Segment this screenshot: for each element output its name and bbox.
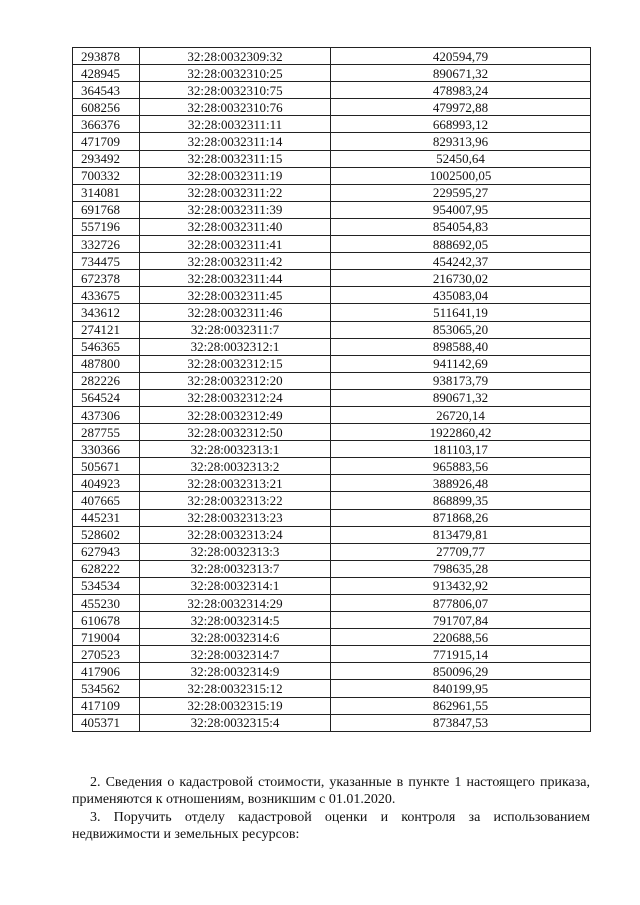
cadastral-number-cell: 32:28:0032311:19 bbox=[140, 167, 331, 184]
row-id-cell: 437306 bbox=[73, 406, 140, 423]
row-id-cell: 445231 bbox=[73, 509, 140, 526]
cadastral-value-cell: 798635,28 bbox=[331, 560, 591, 577]
row-id-cell: 428945 bbox=[73, 65, 140, 82]
cadastral-number-cell: 32:28:0032313:23 bbox=[140, 509, 331, 526]
table-row bbox=[73, 595, 591, 612]
table-row bbox=[73, 116, 591, 133]
cadastral-value-cell: 388926,48 bbox=[331, 475, 591, 492]
table-row bbox=[73, 48, 591, 65]
table-row bbox=[73, 133, 591, 150]
cadastral-number-cell: 32:28:0032313:22 bbox=[140, 492, 331, 509]
cadastral-number-cell: 32:28:0032311:45 bbox=[140, 287, 331, 304]
cadastral-number-cell: 32:28:0032314:5 bbox=[140, 612, 331, 629]
cadastral-value-cell: 829313,96 bbox=[331, 133, 591, 150]
row-id-cell: 672378 bbox=[73, 270, 140, 287]
table-row bbox=[73, 560, 591, 577]
row-id-cell: 404923 bbox=[73, 475, 140, 492]
cadastral-value-cell: 1922860,42 bbox=[331, 424, 591, 441]
cadastral-number-cell: 32:28:0032314:6 bbox=[140, 629, 331, 646]
row-id-cell: 293492 bbox=[73, 150, 140, 167]
cadastral-number-cell: 32:28:0032314:7 bbox=[140, 646, 331, 663]
table-row bbox=[73, 441, 591, 458]
cadastral-number-cell: 32:28:0032313:3 bbox=[140, 543, 331, 560]
cadastral-number-cell: 32:28:0032315:4 bbox=[140, 714, 331, 731]
cadastral-number-cell: 32:28:0032313:1 bbox=[140, 441, 331, 458]
cadastral-number-cell: 32:28:0032314:1 bbox=[140, 577, 331, 594]
cadastral-value-cell: 26720,14 bbox=[331, 406, 591, 423]
table-row bbox=[73, 99, 591, 116]
cadastral-value-cell: 877806,07 bbox=[331, 595, 591, 612]
table-row bbox=[73, 321, 591, 338]
cadastral-value-cell: 511641,19 bbox=[331, 304, 591, 321]
row-id-cell: 274121 bbox=[73, 321, 140, 338]
cadastral-value-cell: 898588,40 bbox=[331, 338, 591, 355]
row-id-cell: 546365 bbox=[73, 338, 140, 355]
table-row bbox=[73, 82, 591, 99]
table-row bbox=[73, 287, 591, 304]
cadastral-value-cell: 478983,24 bbox=[331, 82, 591, 99]
cadastral-value-cell: 938173,79 bbox=[331, 372, 591, 389]
cadastral-value-cell: 229595,27 bbox=[331, 184, 591, 201]
cadastral-number-cell: 32:28:0032310:76 bbox=[140, 99, 331, 116]
row-id-cell: 610678 bbox=[73, 612, 140, 629]
table-row bbox=[73, 372, 591, 389]
cadastral-number-cell: 32:28:0032311:22 bbox=[140, 184, 331, 201]
cadastral-number-cell: 32:28:0032311:7 bbox=[140, 321, 331, 338]
cadastral-number-cell: 32:28:0032314:29 bbox=[140, 595, 331, 612]
cadastral-number-cell: 32:28:0032312:49 bbox=[140, 406, 331, 423]
cadastral-value-cell: 791707,84 bbox=[331, 612, 591, 629]
row-id-cell: 364543 bbox=[73, 82, 140, 99]
table-row bbox=[73, 167, 591, 184]
paragraph-2: 2. Сведения о кадастровой стоимости, указанные в пункте 1 настоящего приказа, применяются к отношениям, возникшим с 01.01.2020. bbox=[72, 775, 590, 807]
cadastral-value-cell: 220688,56 bbox=[331, 629, 591, 646]
cadastral-value-cell: 888692,05 bbox=[331, 236, 591, 253]
table-row bbox=[73, 526, 591, 543]
table-row bbox=[73, 355, 591, 372]
table-row bbox=[73, 714, 591, 731]
row-id-cell: 407665 bbox=[73, 492, 140, 509]
cadastral-value-cell: 862961,55 bbox=[331, 697, 591, 714]
cadastral-number-cell: 32:28:0032311:46 bbox=[140, 304, 331, 321]
cadastral-value-cell: 1002500,05 bbox=[331, 167, 591, 184]
row-id-cell: 534562 bbox=[73, 680, 140, 697]
cadastral-number-cell: 32:28:0032313:21 bbox=[140, 475, 331, 492]
cadastral-value-cell: 873847,53 bbox=[331, 714, 591, 731]
cadastral-number-cell: 32:28:0032312:1 bbox=[140, 338, 331, 355]
cadastral-number-cell: 32:28:0032312:20 bbox=[140, 372, 331, 389]
cadastral-value-cell: 216730,02 bbox=[331, 270, 591, 287]
row-id-cell: 691768 bbox=[73, 201, 140, 218]
row-id-cell: 719004 bbox=[73, 629, 140, 646]
table-row bbox=[73, 697, 591, 714]
cadastral-value-cell: 890671,32 bbox=[331, 65, 591, 82]
cadastral-value-cell: 771915,14 bbox=[331, 646, 591, 663]
table-row bbox=[73, 150, 591, 167]
table-row bbox=[73, 612, 591, 629]
row-id-cell: 417109 bbox=[73, 697, 140, 714]
cadastral-number-cell: 32:28:0032312:24 bbox=[140, 389, 331, 406]
table-row bbox=[73, 218, 591, 235]
cadastral-value-cell: 813479,81 bbox=[331, 526, 591, 543]
row-id-cell: 471709 bbox=[73, 133, 140, 150]
cadastral-number-cell: 32:28:0032313:24 bbox=[140, 526, 331, 543]
table-row bbox=[73, 201, 591, 218]
table-row bbox=[73, 458, 591, 475]
row-id-cell: 564524 bbox=[73, 389, 140, 406]
cadastral-number-cell: 32:28:0032311:41 bbox=[140, 236, 331, 253]
cadastral-number-cell: 32:28:0032315:19 bbox=[140, 697, 331, 714]
cadastral-value-cell: 965883,56 bbox=[331, 458, 591, 475]
cadastral-number-cell: 32:28:0032313:7 bbox=[140, 560, 331, 577]
cadastral-value-cell: 913432,92 bbox=[331, 577, 591, 594]
table-row bbox=[73, 184, 591, 201]
row-id-cell: 534534 bbox=[73, 577, 140, 594]
row-id-cell: 528602 bbox=[73, 526, 140, 543]
cadastral-value-cell: 868899,35 bbox=[331, 492, 591, 509]
row-id-cell: 628222 bbox=[73, 560, 140, 577]
cadastral-value-cell: 668993,12 bbox=[331, 116, 591, 133]
cadastral-value-cell: 840199,95 bbox=[331, 680, 591, 697]
cadastral-number-cell: 32:28:0032311:11 bbox=[140, 116, 331, 133]
row-id-cell: 282226 bbox=[73, 372, 140, 389]
cadastral-number-cell: 32:28:0032311:39 bbox=[140, 201, 331, 218]
cadastral-value-cell: 850096,29 bbox=[331, 663, 591, 680]
table-row bbox=[73, 629, 591, 646]
cadastral-number-cell: 32:28:0032312:15 bbox=[140, 355, 331, 372]
cadastral-number-cell: 32:28:0032311:44 bbox=[140, 270, 331, 287]
cadastral-value-cell: 435083,04 bbox=[331, 287, 591, 304]
cadastral-number-cell: 32:28:0032315:12 bbox=[140, 680, 331, 697]
cadastral-value-cell: 890671,32 bbox=[331, 389, 591, 406]
cadastral-number-cell: 32:28:0032311:42 bbox=[140, 253, 331, 270]
table-row bbox=[73, 680, 591, 697]
cadastral-number-cell: 32:28:0032313:2 bbox=[140, 458, 331, 475]
cadastral-number-cell: 32:28:0032311:15 bbox=[140, 150, 331, 167]
row-id-cell: 417906 bbox=[73, 663, 140, 680]
table-row bbox=[73, 646, 591, 663]
cadastral-number-cell: 32:28:0032310:25 bbox=[140, 65, 331, 82]
row-id-cell: 608256 bbox=[73, 99, 140, 116]
cadastral-value-cell: 854054,83 bbox=[331, 218, 591, 235]
table-row bbox=[73, 475, 591, 492]
cadastral-value-cell: 454242,37 bbox=[331, 253, 591, 270]
row-id-cell: 557196 bbox=[73, 218, 140, 235]
cadastral-value-cell: 853065,20 bbox=[331, 321, 591, 338]
table-row bbox=[73, 492, 591, 509]
cadastral-value-cell: 954007,95 bbox=[331, 201, 591, 218]
cadastral-number-cell: 32:28:0032311:14 bbox=[140, 133, 331, 150]
row-id-cell: 330366 bbox=[73, 441, 140, 458]
cadastral-value-table bbox=[72, 47, 591, 732]
table-row bbox=[73, 663, 591, 680]
cadastral-number-cell: 32:28:0032314:9 bbox=[140, 663, 331, 680]
row-id-cell: 293878 bbox=[73, 48, 140, 65]
row-id-cell: 405371 bbox=[73, 714, 140, 731]
table-row bbox=[73, 253, 591, 270]
table-row bbox=[73, 304, 591, 321]
table-body bbox=[73, 48, 591, 732]
row-id-cell: 700332 bbox=[73, 167, 140, 184]
cadastral-value-cell: 27709,77 bbox=[331, 543, 591, 560]
table-row bbox=[73, 406, 591, 423]
row-id-cell: 505671 bbox=[73, 458, 140, 475]
table-row bbox=[73, 389, 591, 406]
cadastral-value-cell: 181103,17 bbox=[331, 441, 591, 458]
cadastral-value-cell: 479972,88 bbox=[331, 99, 591, 116]
row-id-cell: 343612 bbox=[73, 304, 140, 321]
cadastral-value-cell: 941142,69 bbox=[331, 355, 591, 372]
row-id-cell: 332726 bbox=[73, 236, 140, 253]
table-row bbox=[73, 236, 591, 253]
row-id-cell: 366376 bbox=[73, 116, 140, 133]
row-id-cell: 433675 bbox=[73, 287, 140, 304]
cadastral-number-cell: 32:28:0032312:50 bbox=[140, 424, 331, 441]
row-id-cell: 287755 bbox=[73, 424, 140, 441]
table-row bbox=[73, 270, 591, 287]
table-row bbox=[73, 424, 591, 441]
row-id-cell: 455230 bbox=[73, 595, 140, 612]
cadastral-value-cell: 52450,64 bbox=[331, 150, 591, 167]
table-row bbox=[73, 65, 591, 82]
row-id-cell: 627943 bbox=[73, 543, 140, 560]
table-row bbox=[73, 577, 591, 594]
cadastral-number-cell: 32:28:0032309:32 bbox=[140, 48, 331, 65]
cadastral-number-cell: 32:28:0032311:40 bbox=[140, 218, 331, 235]
cadastral-value-cell: 420594,79 bbox=[331, 48, 591, 65]
row-id-cell: 487800 bbox=[73, 355, 140, 372]
cadastral-number-cell: 32:28:0032310:75 bbox=[140, 82, 331, 99]
row-id-cell: 734475 bbox=[73, 253, 140, 270]
row-id-cell: 270523 bbox=[73, 646, 140, 663]
paragraph-3: 3. Поручить отделу кадастровой оценки и контроля за использованием недвижимости и земельных ресурсов: bbox=[72, 810, 590, 842]
table-row bbox=[73, 543, 591, 560]
table-row bbox=[73, 338, 591, 355]
table-row bbox=[73, 509, 591, 526]
cadastral-value-cell: 871868,26 bbox=[331, 509, 591, 526]
row-id-cell: 314081 bbox=[73, 184, 140, 201]
